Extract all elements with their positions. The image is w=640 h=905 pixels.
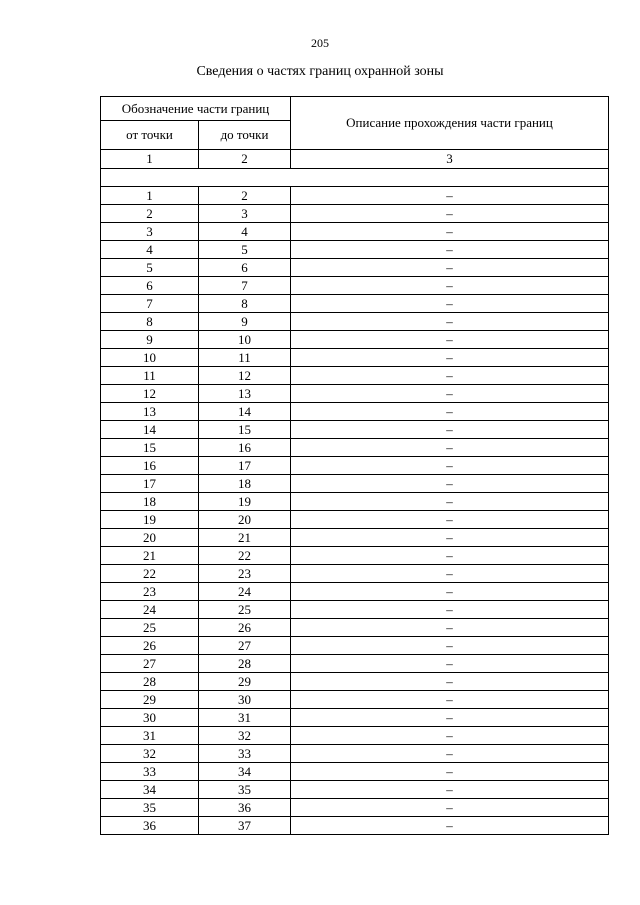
cell-from-point: 16 [101, 457, 199, 475]
cell-to-point: 26 [199, 619, 291, 637]
table-row [101, 187, 609, 205]
cell-from-point: 25 [101, 619, 199, 637]
cell-to-point: 8 [199, 295, 291, 313]
table-row [101, 817, 609, 835]
table-row [101, 241, 609, 259]
cell-description: – [291, 781, 609, 799]
cell-to-point: 4 [199, 223, 291, 241]
cell-to-point: 15 [199, 421, 291, 439]
cell-to-point: 18 [199, 475, 291, 493]
table-body [101, 187, 609, 835]
table-row [101, 277, 609, 295]
table-row [101, 529, 609, 547]
cell-to-point: 35 [199, 781, 291, 799]
table-row [101, 781, 609, 799]
cell-to-point: 9 [199, 313, 291, 331]
cell-description: – [291, 313, 609, 331]
table-row [101, 493, 609, 511]
table-row [101, 673, 609, 691]
cell-to-point: 16 [199, 439, 291, 457]
table-row [101, 799, 609, 817]
cell-from-point: 3 [101, 223, 199, 241]
page-number: 205 [311, 36, 329, 50]
cell-description: – [291, 637, 609, 655]
table-row [101, 457, 609, 475]
cell-description: – [291, 457, 609, 475]
cell-from-point: 15 [101, 439, 199, 457]
cell-from-point: 6 [101, 277, 199, 295]
cell-to-point: 29 [199, 673, 291, 691]
cell-from-point: 13 [101, 403, 199, 421]
table-row [101, 385, 609, 403]
table-row [101, 475, 609, 493]
cell-from-point: 17 [101, 475, 199, 493]
table-row [101, 403, 609, 421]
header-from-point: от точки [101, 121, 199, 150]
cell-to-point: 5 [199, 241, 291, 259]
table-row [101, 547, 609, 565]
cell-description: – [291, 583, 609, 601]
table-row [101, 655, 609, 673]
cell-from-point: 18 [101, 493, 199, 511]
cell-description: – [291, 187, 609, 205]
cell-from-point: 23 [101, 583, 199, 601]
document-title: Сведения о частях границ охранной зоны [196, 64, 444, 79]
cell-description: – [291, 223, 609, 241]
cell-description: – [291, 799, 609, 817]
cell-to-point: 28 [199, 655, 291, 673]
cell-to-point: 10 [199, 331, 291, 349]
cell-description: – [291, 511, 609, 529]
table-row [101, 619, 609, 637]
cell-to-point: 25 [199, 601, 291, 619]
column-number-from: 1 [101, 150, 199, 169]
cell-to-point: 30 [199, 691, 291, 709]
cell-description: – [291, 529, 609, 547]
cell-to-point: 36 [199, 799, 291, 817]
header-to-point: до точки [199, 121, 291, 150]
cell-from-point: 28 [101, 673, 199, 691]
cell-description: – [291, 241, 609, 259]
cell-to-point: 13 [199, 385, 291, 403]
cell-from-point: 31 [101, 727, 199, 745]
cell-to-point: 7 [199, 277, 291, 295]
header-description: Описание прохождения части границ [291, 97, 609, 150]
table-row [101, 205, 609, 223]
cell-to-point: 21 [199, 529, 291, 547]
cell-description: – [291, 745, 609, 763]
cell-description: – [291, 331, 609, 349]
cell-to-point: 19 [199, 493, 291, 511]
cell-description: – [291, 475, 609, 493]
cell-description: – [291, 439, 609, 457]
cell-from-point: 14 [101, 421, 199, 439]
table-header [101, 97, 609, 187]
separator-row [101, 169, 609, 187]
cell-from-point: 33 [101, 763, 199, 781]
cell-to-point: 17 [199, 457, 291, 475]
cell-from-point: 11 [101, 367, 199, 385]
cell-to-point: 23 [199, 565, 291, 583]
cell-description: – [291, 403, 609, 421]
cell-from-point: 24 [101, 601, 199, 619]
cell-to-point: 3 [199, 205, 291, 223]
table-row [101, 511, 609, 529]
cell-from-point: 4 [101, 241, 199, 259]
cell-description: – [291, 493, 609, 511]
cell-from-point: 21 [101, 547, 199, 565]
cell-description: – [291, 277, 609, 295]
table-row [101, 439, 609, 457]
cell-to-point: 11 [199, 349, 291, 367]
cell-description: – [291, 601, 609, 619]
cell-from-point: 22 [101, 565, 199, 583]
cell-from-point: 7 [101, 295, 199, 313]
table-row [101, 727, 609, 745]
table-row [101, 349, 609, 367]
cell-from-point: 20 [101, 529, 199, 547]
cell-from-point: 26 [101, 637, 199, 655]
cell-to-point: 12 [199, 367, 291, 385]
cell-from-point: 12 [101, 385, 199, 403]
cell-description: – [291, 817, 609, 835]
column-number-desc: 3 [291, 150, 609, 169]
cell-description: – [291, 691, 609, 709]
cell-from-point: 27 [101, 655, 199, 673]
cell-description: – [291, 385, 609, 403]
cell-to-point: 22 [199, 547, 291, 565]
cell-description: – [291, 367, 609, 385]
cell-from-point: 8 [101, 313, 199, 331]
table-row [101, 331, 609, 349]
cell-description: – [291, 763, 609, 781]
table-row [101, 601, 609, 619]
table-row [101, 421, 609, 439]
header-boundary-designation: Обозначение части границ [101, 97, 291, 121]
cell-description: – [291, 547, 609, 565]
cell-to-point: 20 [199, 511, 291, 529]
cell-to-point: 34 [199, 763, 291, 781]
table-row [101, 745, 609, 763]
cell-description: – [291, 673, 609, 691]
table-row [101, 691, 609, 709]
cell-description: – [291, 619, 609, 637]
cell-from-point: 1 [101, 187, 199, 205]
cell-from-point: 2 [101, 205, 199, 223]
cell-to-point: 2 [199, 187, 291, 205]
cell-to-point: 32 [199, 727, 291, 745]
table-row [101, 295, 609, 313]
cell-to-point: 6 [199, 259, 291, 277]
cell-from-point: 36 [101, 817, 199, 835]
cell-to-point: 14 [199, 403, 291, 421]
cell-from-point: 5 [101, 259, 199, 277]
cell-description: – [291, 295, 609, 313]
cell-to-point: 31 [199, 709, 291, 727]
cell-from-point: 29 [101, 691, 199, 709]
cell-from-point: 34 [101, 781, 199, 799]
cell-to-point: 24 [199, 583, 291, 601]
cell-description: – [291, 565, 609, 583]
cell-from-point: 30 [101, 709, 199, 727]
cell-to-point: 33 [199, 745, 291, 763]
cell-description: – [291, 205, 609, 223]
cell-from-point: 32 [101, 745, 199, 763]
table-row [101, 565, 609, 583]
cell-description: – [291, 259, 609, 277]
column-number-to: 2 [199, 150, 291, 169]
table-row [101, 313, 609, 331]
table-row [101, 367, 609, 385]
cell-from-point: 19 [101, 511, 199, 529]
cell-description: – [291, 421, 609, 439]
cell-description: – [291, 727, 609, 745]
cell-from-point: 9 [101, 331, 199, 349]
table-row [101, 637, 609, 655]
cell-description: – [291, 709, 609, 727]
cell-to-point: 37 [199, 817, 291, 835]
cell-from-point: 10 [101, 349, 199, 367]
cell-to-point: 27 [199, 637, 291, 655]
table-row [101, 583, 609, 601]
table-row [101, 223, 609, 241]
table-row [101, 763, 609, 781]
table-row [101, 709, 609, 727]
table-row [101, 259, 609, 277]
cell-from-point: 35 [101, 799, 199, 817]
boundary-parts-table [100, 96, 609, 835]
cell-description: – [291, 655, 609, 673]
cell-description: – [291, 349, 609, 367]
